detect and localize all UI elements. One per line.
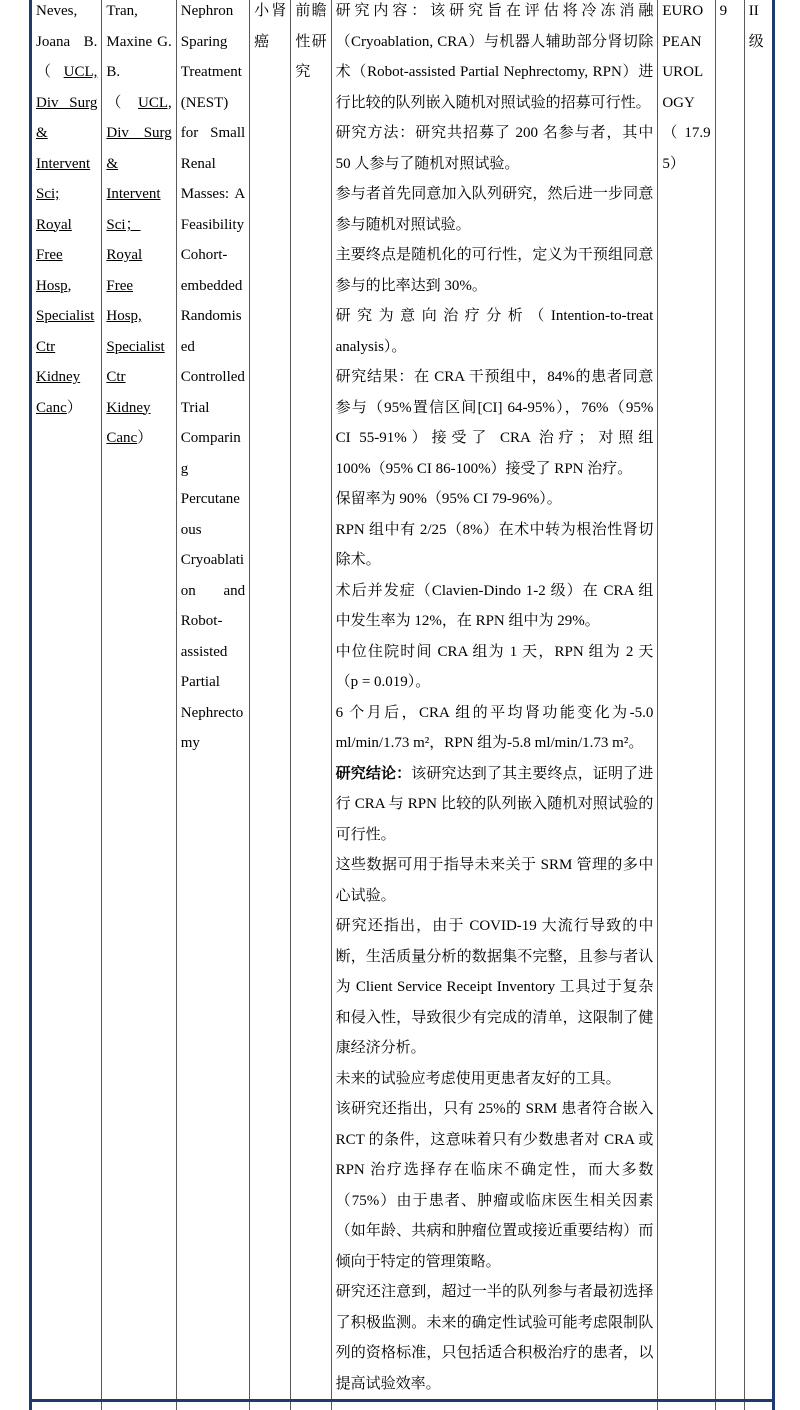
cell-article-title	[176, 0, 249, 1401]
cell-empty	[715, 1401, 744, 1410]
study-summary-paragraphs	[336, 0, 654, 1399]
table-row-next-partial	[31, 1401, 774, 1410]
summary-paragraph: 研究还注意到，超过一半的队列参与者最初选择了积极监测。未来的确定性试验可能考虑限制队列的资格标准，只包括适合积极治疗的患者，以提高试验效率。	[336, 1277, 654, 1399]
summary-paragraph: 研究结论：该研究达到了其主要终点，证明了进行 CRA 与 RPN 比较的队列嵌入随机对照试验的可行性。	[336, 759, 654, 851]
summary-paragraph-bold-label: 研究结论：	[336, 766, 412, 782]
summary-paragraph: 未来的试验应考虑使用更患者友好的工具。	[336, 1064, 654, 1095]
cell-study-summary	[331, 0, 658, 1401]
cell-evidence-level	[744, 0, 773, 1401]
summary-paragraph: 6 个月后，CRA 组的平均肾功能变化为-5.0 ml/min/1.73 m²，RPN 组为-5.8 ml/min/1.73 m²。	[336, 698, 654, 759]
summary-paragraph: 该研究还指出，只有 25%的 SRM 患者符合嵌入 RCT 的条件，这意味着只有少数患者对 CRA 或 RPN 治疗选择存在临床不确定性，而大多数（75%）由于患者、肿瘤或临床医生相关因素（如年龄、共病和肿瘤位置或接近重要结构）而倾向于特定的管理策略。	[336, 1094, 654, 1277]
summary-paragraph: 研究方法：研究共招募了 200 名参与者，其中 50 人参与了随机对照试验。	[336, 118, 654, 179]
disease-text: 小肾癌	[254, 0, 286, 57]
summary-paragraph: 研究结果：在 CRA 干预组中，84%的患者同意参与（95%置信区间[CI] 64-95%），76%（95% CI 55-91%）接受了 CRA 治疗；对照组 100%（95% CI 86-100%）接受了 RPN 治疗。	[336, 362, 654, 484]
article-title-text: Nephron Sparing Treatment (NEST) for Small Renal Masses: A Feasibility Cohort-embedded Randomised Controlled Trial Comparing Percutaneous Cryoablation and Robot-assisted Partial Nephrectomy	[181, 0, 245, 759]
corresponding-author-affiliation: UCL, Div Surg & Intervent Sci；Royal Free Hosp, Specialist Ctr Kidney Canc	[106, 95, 171, 447]
first-author-affiliation: UCL, Div Surg & Intervent Sci; Royal Free Hosp, Specialist Ctr Kidney Canc	[36, 64, 97, 416]
summary-paragraph: 参与者首先同意加入队列研究，然后进一步同意参与随机对照试验。	[336, 179, 654, 240]
cell-first-author	[31, 0, 102, 1401]
cell-corresponding-author	[102, 0, 176, 1401]
cell-disease	[250, 0, 291, 1401]
literature-review-table	[29, 0, 775, 1410]
cell-empty	[744, 1401, 773, 1410]
cell-empty	[176, 1401, 249, 1410]
first-author-suffix: ）	[67, 400, 82, 416]
score-value: 9	[720, 0, 740, 27]
summary-paragraph: 中位住院时间 CRA 组为 1 天，RPN 组为 2 天（p = 0.019）。	[336, 637, 654, 698]
evidence-level-text: II 级	[749, 0, 768, 57]
summary-paragraph: 研究为意向治疗分析（Intention-to-treat analysis）。	[336, 301, 654, 362]
cell-empty	[102, 1401, 176, 1410]
study-type-text: 前瞻性研究	[295, 0, 326, 88]
cell-empty	[658, 1401, 715, 1410]
summary-paragraph: 研究内容：该研究旨在评估将冷冻消融（Cryoablation, CRA）与机器人辅助部分肾切除术（Robot-assisted Partial Nephrectomy, RPN）进行比较的队列嵌入随机对照试验的招募可行性。	[336, 0, 654, 118]
cell-empty	[291, 1401, 331, 1410]
summary-paragraph: 主要终点是随机化的可行性，定义为干预组同意参与的比率达到 30%。	[336, 240, 654, 301]
summary-paragraph: 术后并发症（Clavien-Dindo 1-2 级）在 CRA 组中发生率为 12%，在 RPN 组中为 29%。	[336, 576, 654, 637]
journal-name-and-impact-factor: EUROPEAN UROLOGY （17.95）	[662, 0, 710, 179]
cell-score	[715, 0, 744, 1401]
cell-empty	[250, 1401, 291, 1410]
corresponding-author-suffix: ）	[137, 430, 152, 446]
first-author-name: Neves, Joana B. （	[36, 3, 97, 80]
summary-paragraph: RPN 组中有 2/25（8%）在术中转为根治性肾切除术。	[336, 515, 654, 576]
cell-empty	[31, 1401, 102, 1410]
summary-paragraph: 研究还指出，由于 COVID-19 大流行导致的中断，生活质量分析的数据集不完整，且参与者认为 Client Service Receipt Inventory 工具过于复杂和侵入性，导致很少有完成的清单，这限制了健康经济分析。	[336, 911, 654, 1064]
cell-study-type	[291, 0, 331, 1401]
summary-paragraph: 这些数据可用于指导未来关于 SRM 管理的多中心试验。	[336, 850, 654, 911]
summary-paragraph: 保留率为 90%（95% CI 79-96%）。	[336, 484, 654, 515]
corresponding-author-name: Tran, Maxine G. B. （	[106, 3, 171, 111]
cell-empty	[331, 1401, 658, 1410]
cell-journal	[658, 0, 715, 1401]
table-row	[31, 0, 774, 1401]
